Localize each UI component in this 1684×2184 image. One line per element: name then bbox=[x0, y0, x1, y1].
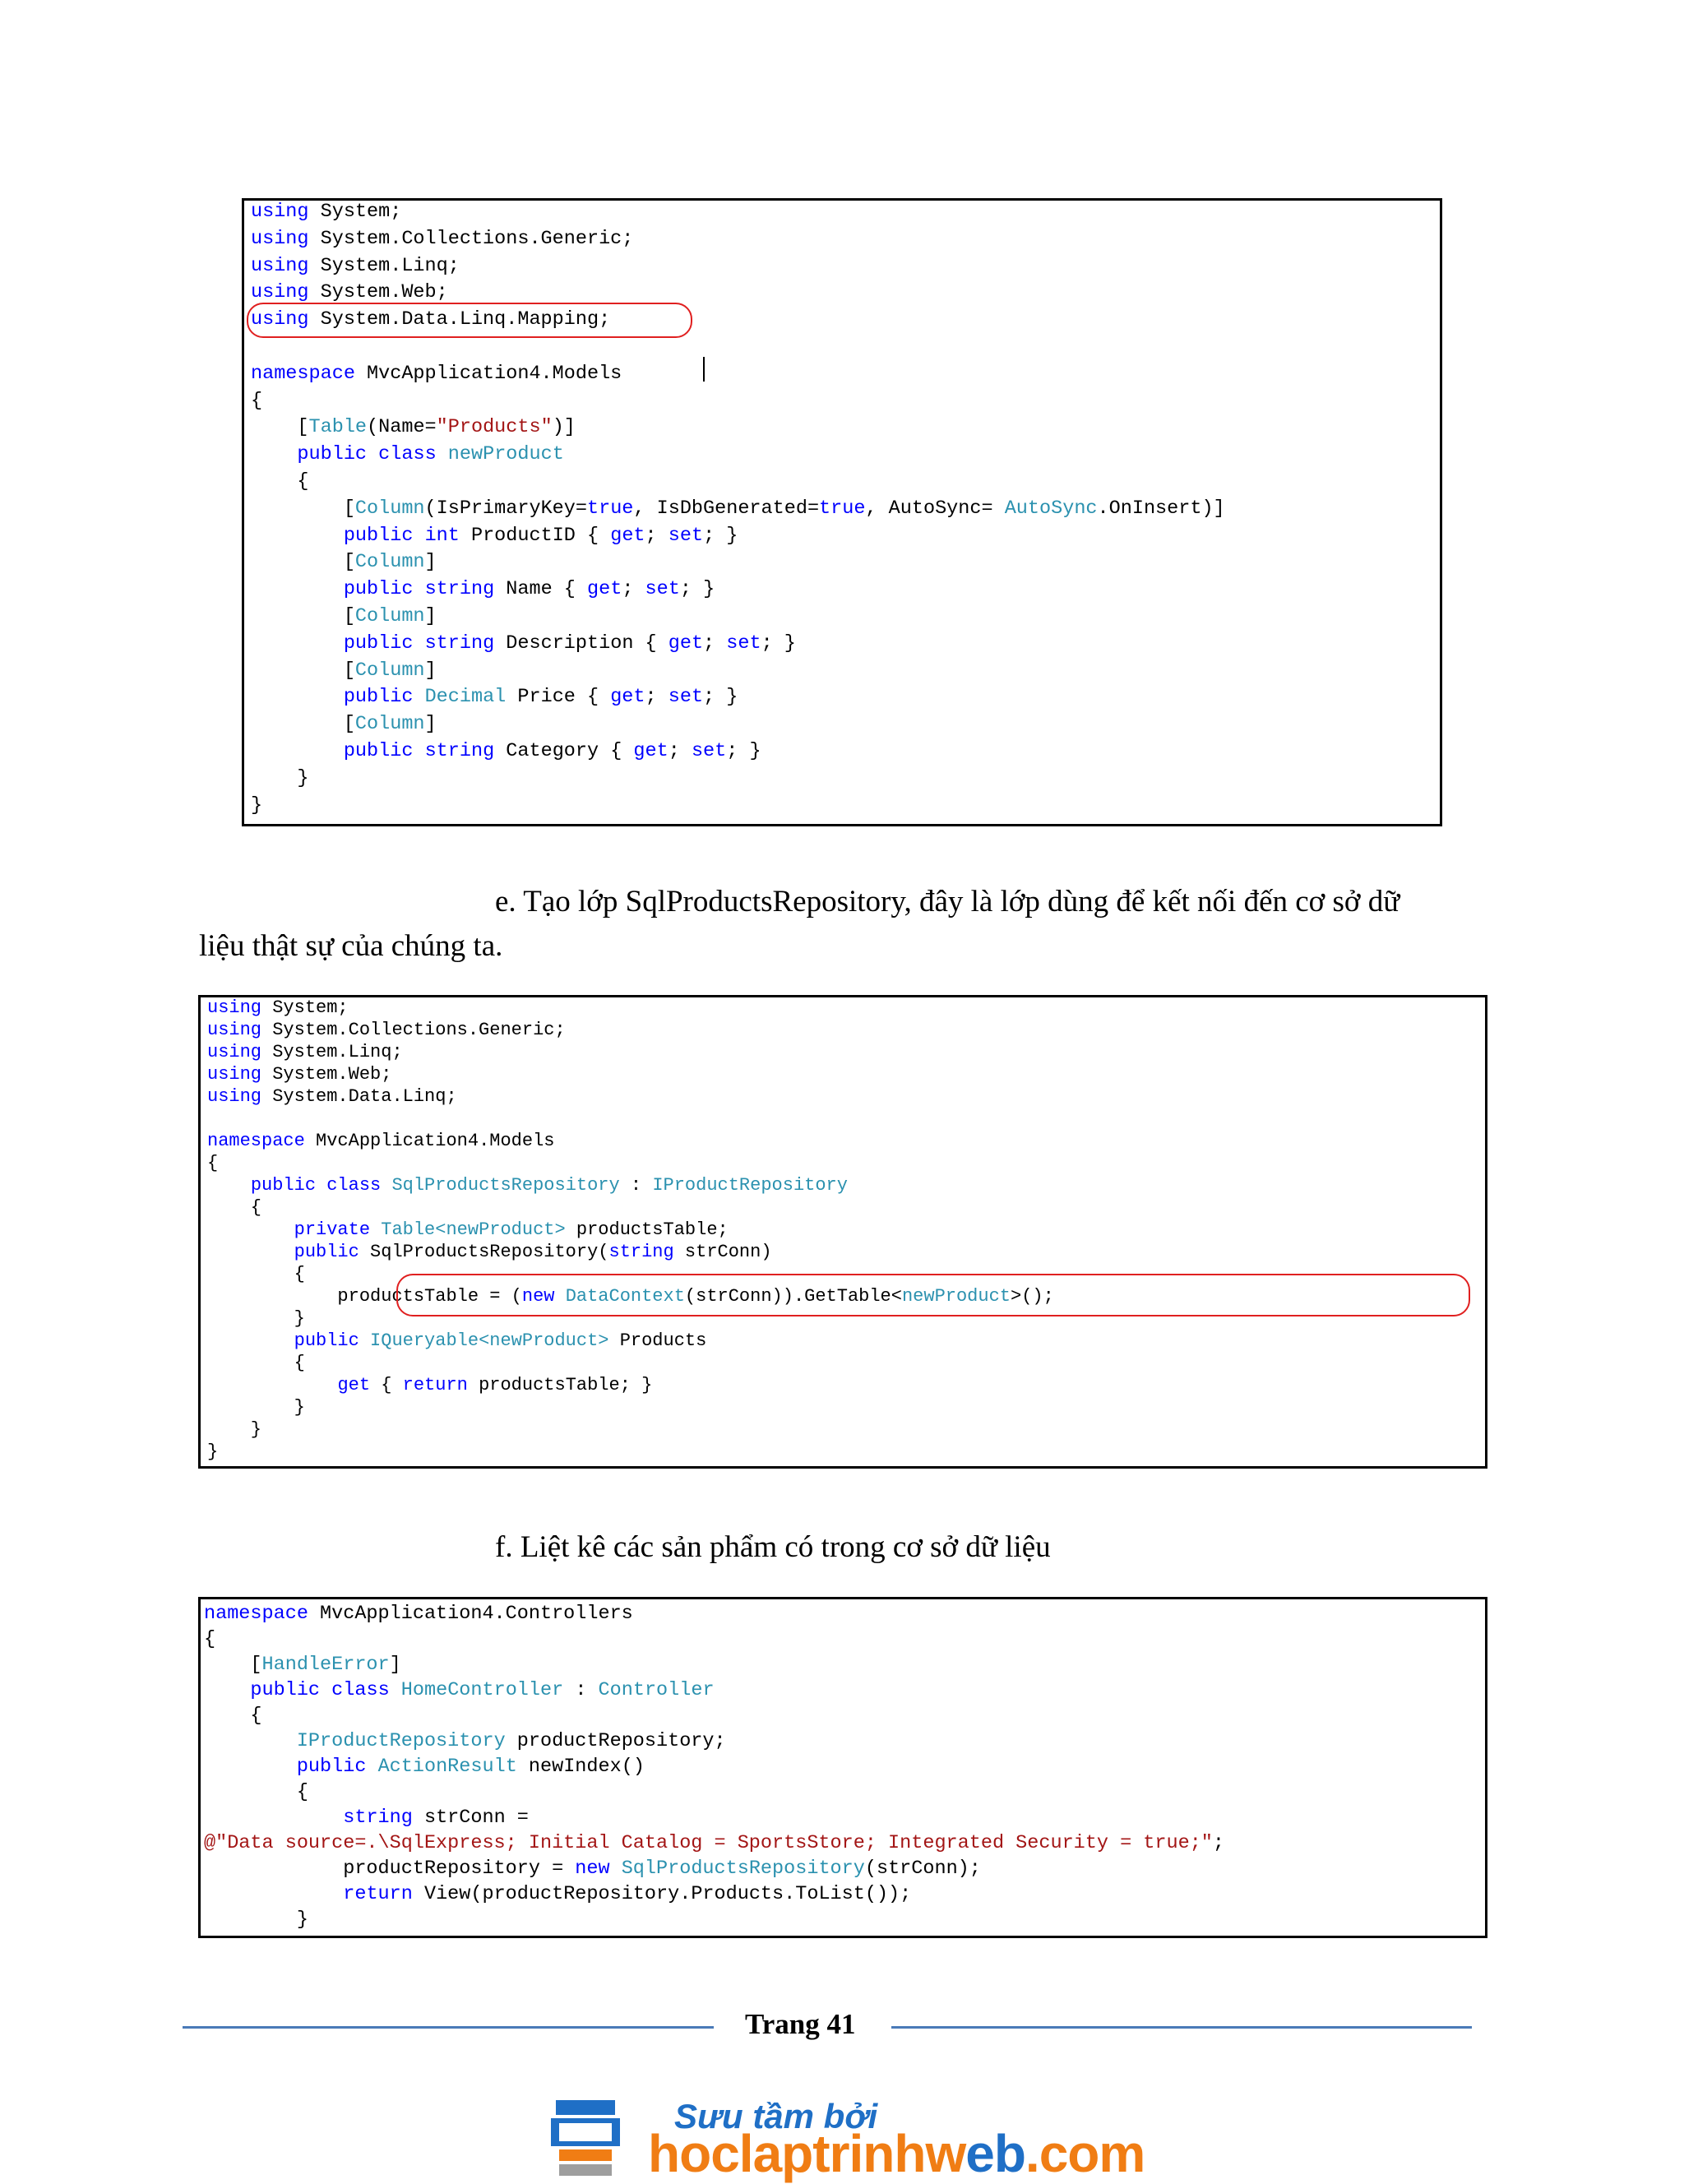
code-token: [ bbox=[251, 551, 355, 574]
code-line bbox=[251, 605, 437, 627]
code-token: ] bbox=[424, 659, 437, 682]
code-token: string bbox=[608, 1242, 674, 1262]
code-token: [ bbox=[251, 713, 355, 736]
code-token: } bbox=[207, 1419, 262, 1440]
code-token: string bbox=[343, 1807, 413, 1829]
code-token: IProductRepository bbox=[652, 1175, 848, 1196]
code-token: public bbox=[297, 443, 368, 466]
code-token: { bbox=[251, 389, 263, 412]
code-line bbox=[207, 1353, 305, 1373]
code-token: } bbox=[207, 1397, 305, 1418]
code-token: : bbox=[619, 1175, 653, 1196]
code-token bbox=[413, 525, 424, 547]
code-token: System.Collections.Generic; bbox=[308, 227, 634, 250]
code-token bbox=[251, 632, 344, 655]
code-token: MvcApplication4.Models bbox=[304, 1131, 555, 1151]
code-token: ; } bbox=[703, 686, 738, 709]
code-token: ; bbox=[645, 686, 669, 709]
code-token: public bbox=[343, 740, 414, 762]
code-line bbox=[207, 1020, 566, 1040]
code-token: ActionResult bbox=[377, 1756, 517, 1778]
code-token: public bbox=[343, 524, 414, 547]
code-line bbox=[207, 1175, 848, 1196]
code-token: get bbox=[337, 1375, 371, 1395]
paragraph-e-line2: liệu thật sự của chúng ta. bbox=[199, 929, 503, 963]
code-token: Table<newProduct> bbox=[381, 1219, 566, 1240]
code-line bbox=[207, 1264, 305, 1284]
code-token: , AutoSync= bbox=[865, 497, 1005, 520]
code-line bbox=[204, 1781, 308, 1803]
code-line bbox=[251, 578, 715, 600]
code-token bbox=[204, 1730, 297, 1752]
code-token: public bbox=[343, 578, 414, 601]
code-token: { bbox=[204, 1628, 216, 1650]
code-token: "Products" bbox=[436, 416, 553, 439]
code-token: newProduct bbox=[901, 1286, 1011, 1307]
code-token bbox=[207, 1175, 251, 1196]
code-token: namespace bbox=[251, 362, 355, 385]
code-line bbox=[207, 1330, 706, 1351]
paragraph-f: f. Liệt kê các sản phẩm có trong cơ sở dữ liệu bbox=[495, 1530, 1051, 1564]
code-token: Decimal bbox=[424, 686, 507, 709]
code-token: (IsPrimaryKey= bbox=[424, 497, 587, 520]
page-number: Trang 41 bbox=[745, 2008, 856, 2040]
code-token: SqlProductsRepository bbox=[621, 1858, 865, 1880]
code-token: MvcApplication4.Models bbox=[354, 362, 622, 385]
code-token: System.Collections.Generic; bbox=[261, 1020, 566, 1040]
code-token: } bbox=[207, 1441, 219, 1462]
code-token: using bbox=[207, 997, 262, 1018]
code-token bbox=[207, 1375, 337, 1395]
code-token bbox=[413, 578, 424, 600]
code-token: get bbox=[610, 524, 645, 547]
code-line bbox=[251, 416, 576, 438]
code-token bbox=[366, 1756, 377, 1778]
code-token: ] bbox=[424, 551, 437, 574]
code-line bbox=[251, 443, 564, 465]
code-token: { bbox=[207, 1197, 262, 1218]
code-token: get bbox=[633, 740, 669, 762]
code-line bbox=[204, 1807, 529, 1829]
code-token bbox=[610, 1858, 622, 1880]
code-line bbox=[251, 390, 262, 412]
code-line bbox=[251, 632, 796, 655]
code-line bbox=[251, 201, 401, 223]
code-line bbox=[207, 1441, 218, 1462]
code-token: Column bbox=[354, 605, 425, 627]
code-block-newproduct bbox=[242, 198, 1442, 826]
code-line bbox=[251, 659, 437, 682]
logo-site-name: hoclaptrinhweb.com bbox=[648, 2124, 1145, 2183]
code-token: Column bbox=[354, 659, 425, 682]
code-token bbox=[251, 443, 297, 465]
code-token: private bbox=[294, 1219, 371, 1240]
code-token: [ bbox=[251, 659, 355, 682]
code-token: public bbox=[250, 1679, 321, 1701]
code-token: set bbox=[668, 524, 704, 547]
code-token: int bbox=[424, 524, 460, 547]
code-token: set bbox=[691, 740, 727, 762]
code-token bbox=[316, 1175, 326, 1196]
code-token: System; bbox=[308, 201, 402, 223]
code-line bbox=[204, 1756, 645, 1778]
code-token bbox=[413, 740, 424, 762]
code-line bbox=[204, 1832, 1224, 1854]
code-token: public bbox=[343, 686, 414, 709]
code-token: : bbox=[563, 1679, 599, 1701]
code-token: Price { bbox=[506, 686, 611, 709]
code-token: Column bbox=[354, 551, 425, 574]
code-token: ] bbox=[389, 1654, 401, 1676]
code-token: productsTable = ( bbox=[207, 1286, 522, 1307]
code-token bbox=[381, 1175, 391, 1196]
code-token: , IsDbGenerated= bbox=[633, 497, 820, 520]
code-token: using bbox=[207, 1086, 262, 1107]
code-token: [ bbox=[251, 497, 355, 520]
code-token: Description { bbox=[494, 632, 669, 655]
code-token: public bbox=[294, 1242, 359, 1262]
code-token: new bbox=[521, 1286, 555, 1307]
code-token bbox=[370, 1219, 381, 1240]
code-token: new bbox=[575, 1858, 610, 1880]
code-token: using bbox=[251, 308, 309, 331]
code-token: get bbox=[668, 632, 704, 655]
code-token bbox=[413, 632, 424, 655]
code-token: class bbox=[326, 1175, 382, 1196]
code-token: set bbox=[726, 632, 761, 655]
code-block-sqlproductsrepository bbox=[198, 995, 1487, 1469]
code-token: ; } bbox=[679, 578, 715, 601]
code-token: using bbox=[251, 227, 309, 250]
highlight-oval-productstable bbox=[396, 1274, 1470, 1316]
code-token bbox=[204, 1679, 250, 1701]
code-line bbox=[251, 686, 738, 708]
code-token: string bbox=[424, 740, 495, 762]
code-token bbox=[204, 1883, 343, 1905]
code-token: productRepository = bbox=[204, 1858, 576, 1880]
code-token: (strConn)).GetTable< bbox=[684, 1286, 902, 1307]
code-line bbox=[204, 1628, 215, 1650]
code-line bbox=[251, 713, 437, 735]
code-line bbox=[207, 1064, 391, 1085]
code-token: IProductRepository bbox=[296, 1730, 506, 1752]
code-token: [ bbox=[204, 1654, 262, 1676]
code-token bbox=[251, 578, 344, 600]
code-token: IQueryable<newProduct> bbox=[370, 1330, 609, 1351]
code-token: @"Data source=.\SqlExpress; Initial Catalog = SportsStore; Integrated Security = true;" bbox=[204, 1832, 1213, 1854]
code-token bbox=[204, 1756, 297, 1778]
code-token: } bbox=[251, 766, 309, 789]
code-line bbox=[207, 1397, 305, 1418]
code-line bbox=[251, 363, 622, 385]
code-token: newIndex() bbox=[516, 1756, 645, 1778]
code-line bbox=[207, 997, 349, 1018]
code-token: productRepository; bbox=[505, 1730, 726, 1752]
code-token: true bbox=[819, 497, 866, 520]
code-token: using bbox=[207, 1020, 262, 1040]
code-token: class bbox=[378, 443, 437, 466]
code-token: Name { bbox=[494, 578, 588, 601]
code-line bbox=[204, 1705, 262, 1727]
code-token: productsTable; bbox=[565, 1219, 729, 1240]
code-token: using bbox=[207, 1042, 262, 1062]
code-token: ; bbox=[668, 740, 692, 762]
code-token: newProduct bbox=[447, 443, 564, 466]
code-token: using bbox=[207, 1064, 262, 1085]
code-token: System.Linq; bbox=[261, 1042, 403, 1062]
code-token: ; } bbox=[703, 524, 738, 547]
code-token: strConn) bbox=[673, 1242, 772, 1262]
code-token: true bbox=[586, 497, 634, 520]
code-token: Table bbox=[308, 416, 368, 439]
code-token bbox=[437, 443, 448, 465]
code-line bbox=[251, 551, 437, 573]
code-token: namespace bbox=[207, 1131, 305, 1151]
code-token: ; } bbox=[761, 632, 796, 655]
code-token: set bbox=[668, 686, 704, 709]
code-token bbox=[207, 1330, 294, 1351]
code-token: >(); bbox=[1011, 1286, 1054, 1307]
code-token: string bbox=[424, 632, 495, 655]
code-token: System.Web; bbox=[261, 1064, 392, 1085]
code-token: { bbox=[207, 1264, 305, 1284]
code-line bbox=[207, 1042, 403, 1062]
text-caret bbox=[703, 357, 705, 382]
monitor-logo-icon bbox=[551, 2095, 620, 2177]
code-token: ] bbox=[424, 605, 437, 627]
code-token: strConn = bbox=[412, 1807, 529, 1829]
code-line bbox=[251, 767, 309, 789]
code-token: System; bbox=[261, 997, 349, 1018]
code-line bbox=[251, 228, 633, 250]
footer-rule-left bbox=[183, 2026, 714, 2029]
code-token: get bbox=[610, 686, 645, 709]
code-token bbox=[251, 525, 344, 547]
highlight-oval-using-mapping bbox=[247, 303, 692, 338]
code-token: System.Data.Linq.Mapping; bbox=[308, 308, 611, 331]
code-line bbox=[204, 1909, 308, 1931]
code-line bbox=[251, 497, 1225, 520]
code-token: public bbox=[296, 1756, 367, 1778]
code-token: HomeController bbox=[400, 1679, 564, 1701]
code-line bbox=[207, 1219, 729, 1240]
code-token: productsTable; } bbox=[467, 1375, 653, 1395]
code-line bbox=[207, 1308, 305, 1329]
code-token: ; bbox=[645, 524, 669, 547]
code-token: )] bbox=[552, 416, 576, 439]
code-token: Products bbox=[608, 1330, 707, 1351]
code-token: [ bbox=[251, 416, 309, 439]
code-token bbox=[207, 1219, 294, 1240]
code-token: using bbox=[251, 201, 309, 223]
code-token: { bbox=[207, 1353, 305, 1373]
code-token bbox=[359, 1330, 370, 1351]
code-token: class bbox=[331, 1679, 390, 1701]
code-line bbox=[251, 470, 309, 493]
code-line bbox=[207, 1153, 218, 1173]
code-line bbox=[204, 1654, 401, 1676]
code-line bbox=[204, 1858, 981, 1880]
code-token: { bbox=[207, 1153, 219, 1173]
code-token: SqlProductsRepository bbox=[391, 1175, 620, 1196]
code-line bbox=[251, 281, 448, 303]
code-token: set bbox=[645, 578, 680, 601]
code-token: ; } bbox=[726, 740, 761, 762]
code-token: MvcApplication4.Controllers bbox=[308, 1603, 633, 1625]
code-token: using bbox=[251, 281, 309, 304]
code-token: .OnInsert)] bbox=[1097, 497, 1225, 520]
code-token: public bbox=[343, 632, 414, 655]
code-line bbox=[251, 255, 460, 277]
code-token: (Name= bbox=[367, 416, 437, 439]
code-line bbox=[207, 1086, 457, 1107]
footer-rule-right bbox=[891, 2026, 1472, 2029]
code-token: Controller bbox=[598, 1679, 715, 1701]
code-token bbox=[367, 443, 378, 465]
code-token: } bbox=[207, 1308, 305, 1329]
code-token: { bbox=[204, 1705, 262, 1727]
code-token: { bbox=[370, 1375, 403, 1395]
code-token: } bbox=[204, 1909, 308, 1931]
code-line bbox=[251, 525, 738, 547]
code-token bbox=[413, 686, 424, 708]
code-token: AutoSync bbox=[1004, 497, 1098, 520]
code-token: Column bbox=[354, 713, 425, 736]
code-token: } bbox=[251, 794, 263, 817]
code-token: public bbox=[294, 1330, 359, 1351]
code-line bbox=[207, 1419, 261, 1440]
code-token bbox=[207, 1242, 294, 1262]
code-token: ProductID { bbox=[459, 524, 611, 547]
code-token: System.Web; bbox=[308, 281, 448, 304]
code-token: namespace bbox=[204, 1603, 308, 1625]
code-token: SqlProductsRepository( bbox=[359, 1242, 609, 1262]
code-token: System.Data.Linq; bbox=[261, 1086, 457, 1107]
code-line bbox=[204, 1730, 726, 1752]
code-token: Category { bbox=[494, 740, 634, 762]
code-token bbox=[320, 1679, 331, 1701]
code-token: View(productRepository.Products.ToList()); bbox=[412, 1883, 912, 1905]
code-line bbox=[204, 1883, 911, 1905]
code-token: System.Linq; bbox=[308, 254, 460, 277]
code-token: ; bbox=[1212, 1832, 1225, 1854]
code-line bbox=[204, 1603, 633, 1625]
code-token bbox=[251, 686, 344, 708]
code-token: return bbox=[402, 1375, 468, 1395]
code-token: get bbox=[587, 578, 622, 601]
code-token: { bbox=[251, 470, 309, 493]
code-token: [ bbox=[251, 605, 355, 627]
code-line bbox=[251, 740, 761, 762]
code-token: public bbox=[250, 1175, 317, 1196]
code-token: string bbox=[424, 578, 495, 601]
code-token: ; bbox=[622, 578, 645, 601]
code-line bbox=[207, 1375, 652, 1395]
code-token: using bbox=[251, 254, 309, 277]
code-line bbox=[251, 794, 262, 817]
code-block-homecontroller bbox=[198, 1597, 1487, 1938]
code-token bbox=[204, 1807, 343, 1829]
code-line bbox=[207, 1197, 261, 1218]
code-line bbox=[204, 1679, 715, 1701]
code-token bbox=[390, 1679, 401, 1701]
code-token bbox=[251, 740, 344, 762]
code-token: (strConn); bbox=[864, 1858, 981, 1880]
code-token: { bbox=[204, 1781, 308, 1803]
paragraph-e-line1: e. Tạo lớp SqlProductsRepository, đây là lớp dùng để kết nối đến cơ sở dữ bbox=[495, 885, 1400, 918]
code-token: DataContext bbox=[565, 1286, 685, 1307]
code-token: ; bbox=[703, 632, 727, 655]
code-line bbox=[207, 1131, 554, 1151]
code-token: HandleError bbox=[261, 1654, 390, 1676]
code-token: return bbox=[343, 1883, 413, 1905]
code-token: Column bbox=[354, 497, 425, 520]
code-line bbox=[207, 1242, 772, 1262]
logo-tagline: Sưu tầm bởi bbox=[674, 2097, 878, 2135]
code-token: ] bbox=[424, 713, 437, 736]
